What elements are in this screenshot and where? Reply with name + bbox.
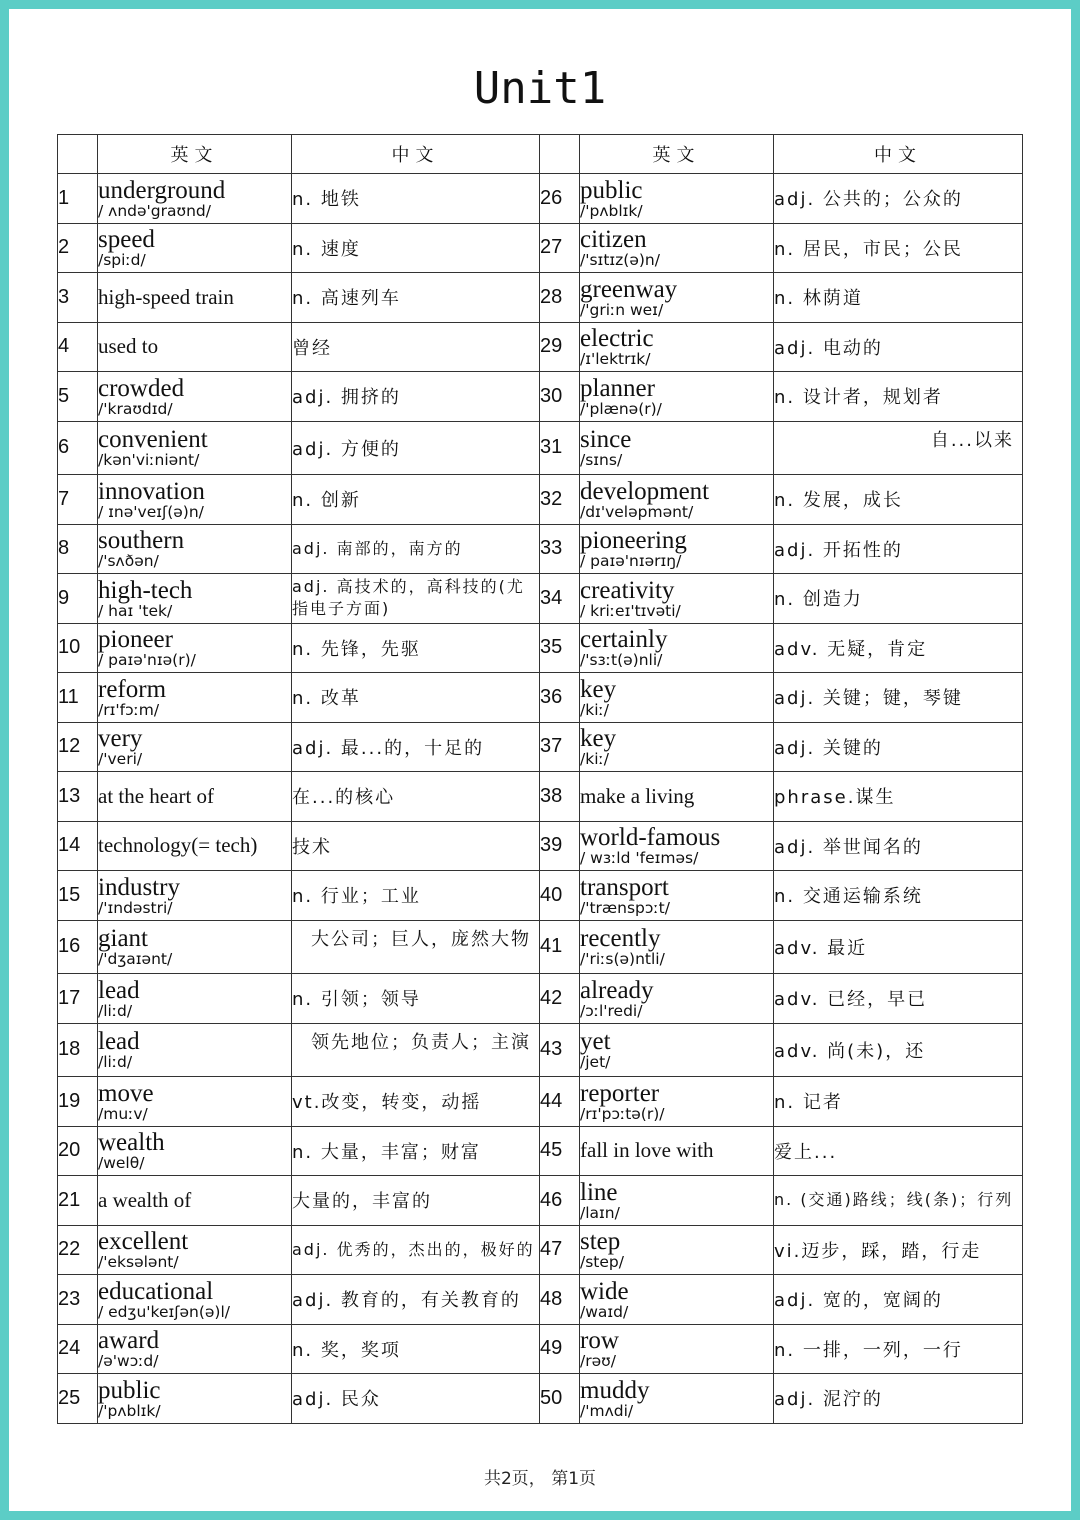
entry-english [580, 821, 774, 871]
entry-number: 9 [58, 574, 98, 624]
table-row [58, 920, 1023, 974]
entry-chinese: adj. 泥泞的 [774, 1374, 1023, 1424]
entry-number: 30 [540, 372, 580, 422]
entry-number: 35 [540, 623, 580, 673]
entry-english [580, 574, 774, 624]
header-chinese-left: 中文 [292, 135, 540, 174]
entry-chinese: n. 创造力 [774, 574, 1023, 624]
entry-chinese: adj. 开拓性的 [774, 524, 1023, 574]
entry-phonetic: /step/ [580, 1253, 624, 1271]
entry-chinese: n. 引领；领导 [292, 974, 540, 1024]
header-index-left [58, 135, 98, 174]
entry-english [580, 623, 774, 673]
entry-number: 29 [540, 322, 580, 372]
entry-english [98, 574, 292, 624]
entry-english [580, 1023, 774, 1077]
entry-word: pioneer [98, 626, 173, 653]
entry-word: certainly [580, 626, 668, 653]
entry-phonetic: /ɔːl'redi/ [580, 1001, 643, 1020]
entry-chinese: vt.改变，转变，动摇 [292, 1077, 540, 1127]
entry-phonetic: /'veri/ [98, 750, 143, 768]
entry-word: world-famous [580, 824, 721, 851]
entry-word: greenway [580, 275, 678, 303]
entry-number: 25 [58, 1374, 98, 1424]
header-english-right: 英文 [580, 135, 774, 174]
entry-number: 3 [58, 273, 98, 323]
entry-word: at the heart of [98, 783, 215, 808]
table-row [58, 821, 1023, 871]
entry-phonetic: /waɪd/ [580, 1302, 629, 1321]
table-row [58, 174, 1023, 224]
entry-number: 22 [58, 1225, 98, 1275]
entry-number: 48 [540, 1275, 580, 1325]
entry-number: 28 [540, 273, 580, 323]
entry-number: 2 [58, 223, 98, 273]
entry-word: recently [580, 925, 661, 952]
entry-number: 15 [58, 871, 98, 921]
entry-chinese: 技术 [292, 821, 540, 871]
entry-chinese: adj. 拥挤的 [292, 372, 540, 422]
entry-number: 5 [58, 372, 98, 422]
page-title: Unit1 [473, 63, 607, 114]
entry-word: southern [98, 527, 185, 554]
entry-number: 49 [540, 1324, 580, 1374]
entry-number: 11 [58, 673, 98, 723]
entry-english [98, 920, 292, 974]
entry-english [98, 1176, 292, 1226]
table-row [58, 722, 1023, 772]
entry-phonetic: / paɪə'nɪə(r)/ [98, 651, 196, 669]
entry-english [98, 772, 292, 822]
entry-english [580, 372, 774, 422]
entry-number: 38 [540, 772, 580, 822]
entry-english [98, 475, 292, 525]
entry-word: step [580, 1228, 621, 1255]
entry-english [580, 475, 774, 525]
entry-chinese: 大公司；巨人，庞然大物 [292, 920, 540, 974]
entry-number: 8 [58, 524, 98, 574]
entry-phonetic: / kriːeɪ'tɪvəti/ [580, 601, 681, 620]
entry-chinese: n. 居民，市民；公民 [774, 223, 1023, 273]
entry-word: already [580, 976, 654, 1004]
entry-word: row [580, 1327, 619, 1354]
entry-english [98, 273, 292, 323]
entry-number: 32 [540, 475, 580, 525]
table-row [58, 1023, 1023, 1077]
entry-chinese: n. 创新 [292, 475, 540, 525]
entry-word: technology(= tech) [98, 833, 258, 858]
entry-word: public [580, 176, 643, 204]
entry-word: planner [580, 374, 655, 402]
header-chinese-right: 中文 [774, 135, 1023, 174]
entry-chinese: 爱上... [774, 1126, 1023, 1176]
entry-chinese: n. 设计者，规划者 [774, 372, 1023, 422]
entry-english [98, 871, 292, 921]
entry-number: 33 [540, 524, 580, 574]
entry-english [580, 1374, 774, 1424]
entry-english [580, 722, 774, 772]
entry-phonetic: /sɪns/ [580, 451, 623, 469]
entry-english [580, 1126, 774, 1176]
entry-english [98, 322, 292, 372]
entry-english [98, 821, 292, 871]
entry-word: convenient [98, 426, 208, 453]
entry-english [580, 920, 774, 974]
entry-chinese: adj. 举世闻名的 [774, 821, 1023, 871]
table-row [58, 574, 1023, 624]
entry-english [580, 223, 774, 273]
entry-number: 43 [540, 1023, 580, 1077]
table-row [58, 1324, 1023, 1374]
entry-english [580, 273, 774, 323]
entry-word: high-tech [98, 576, 193, 604]
entry-number: 7 [58, 475, 98, 525]
entry-word: crowded [98, 374, 185, 402]
entry-number: 6 [58, 421, 98, 475]
entry-chinese: n. 林荫道 [774, 273, 1023, 323]
entry-number: 26 [540, 174, 580, 224]
entry-word: very [98, 725, 143, 752]
entry-word: since [580, 426, 632, 453]
entry-number: 27 [540, 223, 580, 273]
entry-number: 1 [58, 174, 98, 224]
entry-chinese: adj. 电动的 [774, 322, 1023, 372]
entry-chinese: 自...以来 [774, 421, 1023, 475]
entry-phonetic: /rɪ'fɔːm/ [98, 700, 160, 719]
entry-number: 37 [540, 722, 580, 772]
entry-number: 20 [58, 1126, 98, 1176]
table-row [58, 772, 1023, 822]
entry-chinese: 曾经 [292, 322, 540, 372]
entry-chinese: n. 改革 [292, 673, 540, 723]
entry-number: 12 [58, 722, 98, 772]
entry-chinese: n. 行业；工业 [292, 871, 540, 921]
entry-english [98, 372, 292, 422]
entry-word: a wealth of [98, 1187, 192, 1212]
entry-chinese: n. 地铁 [292, 174, 540, 224]
entry-number: 17 [58, 974, 98, 1024]
entry-chinese: n. 大量，丰富；财富 [292, 1126, 540, 1176]
entry-phonetic: /'plænə(r)/ [580, 399, 662, 418]
entry-number: 10 [58, 623, 98, 673]
entry-chinese: vi.迈步，踩，踏，行走 [774, 1225, 1023, 1275]
entry-english [98, 1126, 292, 1176]
entry-chinese: adj. 教育的，有关教育的 [292, 1275, 540, 1325]
entry-phonetic: /'griːn weɪ/ [580, 300, 664, 319]
entry-english [98, 1324, 292, 1374]
entry-number: 14 [58, 821, 98, 871]
entry-number: 19 [58, 1077, 98, 1127]
entry-phonetic: /'pʌblɪk/ [98, 1401, 161, 1420]
entry-phonetic: /ɪ'lektrɪk/ [580, 350, 651, 368]
entry-word: pioneering [580, 527, 687, 554]
entry-word: underground [98, 176, 226, 204]
entry-number: 24 [58, 1324, 98, 1374]
entry-word: excellent [98, 1228, 189, 1255]
entry-phonetic: / edʒu'keɪʃən(ə)l/ [98, 1302, 231, 1321]
entry-phonetic: /liːd/ [98, 1001, 133, 1020]
entry-english [98, 1374, 292, 1424]
entry-phonetic: /'mʌdi/ [580, 1401, 634, 1420]
entry-word: award [98, 1327, 160, 1354]
table-header-row [58, 135, 1023, 174]
entry-word: lead [98, 976, 140, 1004]
entry-word: reporter [580, 1079, 660, 1107]
entry-phonetic: /jet/ [580, 1053, 611, 1071]
entry-chinese: adj. 公共的；公众的 [774, 174, 1023, 224]
entry-chinese: adv. 尚(未)，还 [774, 1023, 1023, 1077]
entry-number: 36 [540, 673, 580, 723]
entry-word: educational [98, 1277, 214, 1305]
entry-number: 40 [540, 871, 580, 921]
entry-english [580, 322, 774, 372]
entry-phonetic: / ɪnə'veɪʃ(ə)n/ [98, 502, 204, 521]
entry-word: move [98, 1079, 154, 1107]
entry-number: 44 [540, 1077, 580, 1127]
table-row [58, 421, 1023, 475]
entry-phonetic: /'sɜːt(ə)nli/ [580, 651, 663, 669]
vocabulary-table [57, 134, 1023, 1424]
entry-word: key [580, 675, 617, 703]
entry-number: 13 [58, 772, 98, 822]
table-row [58, 623, 1023, 673]
table-row [58, 1374, 1023, 1424]
table-row [58, 524, 1023, 574]
table-row [58, 1225, 1023, 1275]
entry-phonetic: /rɪ'pɔːtə(r)/ [580, 1104, 665, 1123]
header-index-right [540, 135, 580, 174]
entry-chinese: phrase.谋生 [774, 772, 1023, 822]
table-row [58, 475, 1023, 525]
entry-number: 18 [58, 1023, 98, 1077]
table-row [58, 273, 1023, 323]
table-row [58, 223, 1023, 273]
table-row [58, 1275, 1023, 1325]
entry-english [580, 1225, 774, 1275]
entry-phonetic: /'trænspɔːt/ [580, 898, 670, 917]
entry-word: development [580, 477, 710, 505]
entry-chinese: adj. 宽的，宽阔的 [774, 1275, 1023, 1325]
entry-chinese: n. 速度 [292, 223, 540, 273]
table-row [58, 871, 1023, 921]
entry-word: wide [580, 1277, 629, 1305]
entry-english [98, 974, 292, 1024]
entry-chinese: 大量的，丰富的 [292, 1176, 540, 1226]
entry-phonetic: /'kraʊdɪd/ [98, 399, 173, 418]
entry-number: 21 [58, 1176, 98, 1226]
entry-phonetic: /laɪn/ [580, 1203, 620, 1222]
entry-phonetic: /kən'viːniənt/ [98, 451, 200, 469]
entry-english [580, 1176, 774, 1226]
entry-word: electric [580, 325, 654, 352]
entry-number: 41 [540, 920, 580, 974]
entry-word: wealth [98, 1129, 165, 1156]
entry-number: 4 [58, 322, 98, 372]
entry-phonetic: / haɪ 'tek/ [98, 601, 173, 620]
entry-number: 16 [58, 920, 98, 974]
entry-chinese: n. 交通运输系统 [774, 871, 1023, 921]
entry-phonetic: /'riːs(ə)ntli/ [580, 950, 665, 968]
entry-number: 34 [540, 574, 580, 624]
entry-english [98, 223, 292, 273]
entry-chinese: adj. 高技术的，高科技的(尤指电子方面) [292, 574, 540, 624]
entry-number: 23 [58, 1275, 98, 1325]
entry-chinese: n. 高速列车 [292, 273, 540, 323]
entry-english [580, 524, 774, 574]
entry-phonetic: /welθ/ [98, 1154, 145, 1172]
entry-word: lead [98, 1028, 140, 1055]
entry-chinese: 领先地位；负责人；主演 [292, 1023, 540, 1077]
entry-chinese: adj. 最...的，十足的 [292, 722, 540, 772]
entry-phonetic: /'sʌðən/ [98, 552, 159, 570]
entry-phonetic: /kiː/ [580, 700, 609, 719]
entry-chinese: n. 发展，成长 [774, 475, 1023, 525]
entry-word: muddy [580, 1376, 650, 1404]
table-row [58, 974, 1023, 1024]
table-row [58, 1126, 1023, 1176]
entry-chinese: adj. 关键；键，琴键 [774, 673, 1023, 723]
entry-english [98, 623, 292, 673]
entry-english [98, 1275, 292, 1325]
entry-english [98, 1023, 292, 1077]
entry-number: 47 [540, 1225, 580, 1275]
table-row [58, 322, 1023, 372]
entry-english [580, 673, 774, 723]
entry-phonetic: /dɪ'veləpmənt/ [580, 502, 694, 521]
entry-word: key [580, 725, 617, 752]
entry-word: make a living [580, 783, 695, 808]
entry-english [580, 174, 774, 224]
table-row [58, 1176, 1023, 1226]
entry-chinese: adv. 无疑，肯定 [774, 623, 1023, 673]
entry-english [98, 421, 292, 475]
entry-chinese: adj. 优秀的，杰出的，极好的 [292, 1225, 540, 1275]
entry-word: industry [98, 873, 180, 901]
entry-phonetic: / ʌndə'graʊnd/ [98, 201, 211, 220]
entry-english [580, 871, 774, 921]
entry-chinese: adv. 已经，早已 [774, 974, 1023, 1024]
entry-number: 45 [540, 1126, 580, 1176]
entry-chinese: adv. 最近 [774, 920, 1023, 974]
entry-english [580, 772, 774, 822]
entry-english [580, 1275, 774, 1325]
table-row [58, 372, 1023, 422]
entry-english [580, 974, 774, 1024]
entry-number: 31 [540, 421, 580, 475]
entry-chinese: adj. 方便的 [292, 421, 540, 475]
entry-english [580, 1077, 774, 1127]
entry-word: giant [98, 925, 148, 952]
entry-word: creativity [580, 576, 675, 604]
entry-word: reform [98, 675, 167, 703]
entry-phonetic: /'pʌblɪk/ [580, 201, 643, 220]
entry-chinese: 在...的核心 [292, 772, 540, 822]
entry-chinese: n. (交通)路线；线(条)；行列 [774, 1176, 1023, 1226]
entry-word: high-speed train [98, 284, 234, 309]
entry-word: line [580, 1178, 618, 1206]
entry-word: speed [98, 226, 155, 253]
entry-phonetic: / paɪə'nɪərɪŋ/ [580, 552, 682, 570]
entry-word: used to [98, 334, 159, 359]
entry-phonetic: /ə'wɔːd/ [98, 1352, 159, 1370]
entry-chinese: n. 先锋，先驱 [292, 623, 540, 673]
entry-english [580, 1324, 774, 1374]
entry-english [98, 1225, 292, 1275]
entry-word: yet [580, 1028, 611, 1055]
entry-number: 42 [540, 974, 580, 1024]
entry-phonetic: /'ɪndəstri/ [98, 898, 173, 917]
entry-english [98, 174, 292, 224]
table-row [58, 1077, 1023, 1127]
page-sheet [9, 9, 1071, 1511]
entry-phonetic: /spiːd/ [98, 251, 146, 269]
header-english-left: 英文 [98, 135, 292, 174]
entry-english [98, 722, 292, 772]
entry-word: fall in love with [580, 1138, 714, 1163]
entry-word: transport [580, 873, 669, 901]
entry-phonetic: / wɜːld 'feɪməs/ [580, 849, 699, 867]
entry-english [98, 1077, 292, 1127]
table-row [58, 673, 1023, 723]
entry-phonetic: /kiː/ [580, 750, 609, 768]
entry-chinese: n. 记者 [774, 1077, 1023, 1127]
entry-phonetic: /'dʒaɪənt/ [98, 950, 173, 968]
entry-chinese: n. 奖，奖项 [292, 1324, 540, 1374]
entry-english [98, 524, 292, 574]
entry-phonetic: /'sɪtɪz(ə)n/ [580, 251, 660, 269]
entry-chinese: adj. 关键的 [774, 722, 1023, 772]
entry-chinese: n. 一排，一列，一行 [774, 1324, 1023, 1374]
page-footer: 共2页， 第1页 [483, 1469, 597, 1489]
entry-chinese: adj. 南部的，南方的 [292, 524, 540, 574]
entry-word: public [98, 1376, 161, 1404]
entry-number: 39 [540, 821, 580, 871]
entry-word: citizen [580, 226, 647, 253]
entry-number: 46 [540, 1176, 580, 1226]
entry-phonetic: /'eksələnt/ [98, 1253, 179, 1271]
entry-word: innovation [98, 477, 205, 505]
entry-english [580, 421, 774, 475]
entry-number: 50 [540, 1374, 580, 1424]
entry-phonetic: /rəʊ/ [580, 1352, 616, 1370]
entry-phonetic: /liːd/ [98, 1053, 133, 1071]
entry-english [98, 673, 292, 723]
entry-chinese: adj. 民众 [292, 1374, 540, 1424]
entry-phonetic: /muːv/ [98, 1104, 148, 1123]
